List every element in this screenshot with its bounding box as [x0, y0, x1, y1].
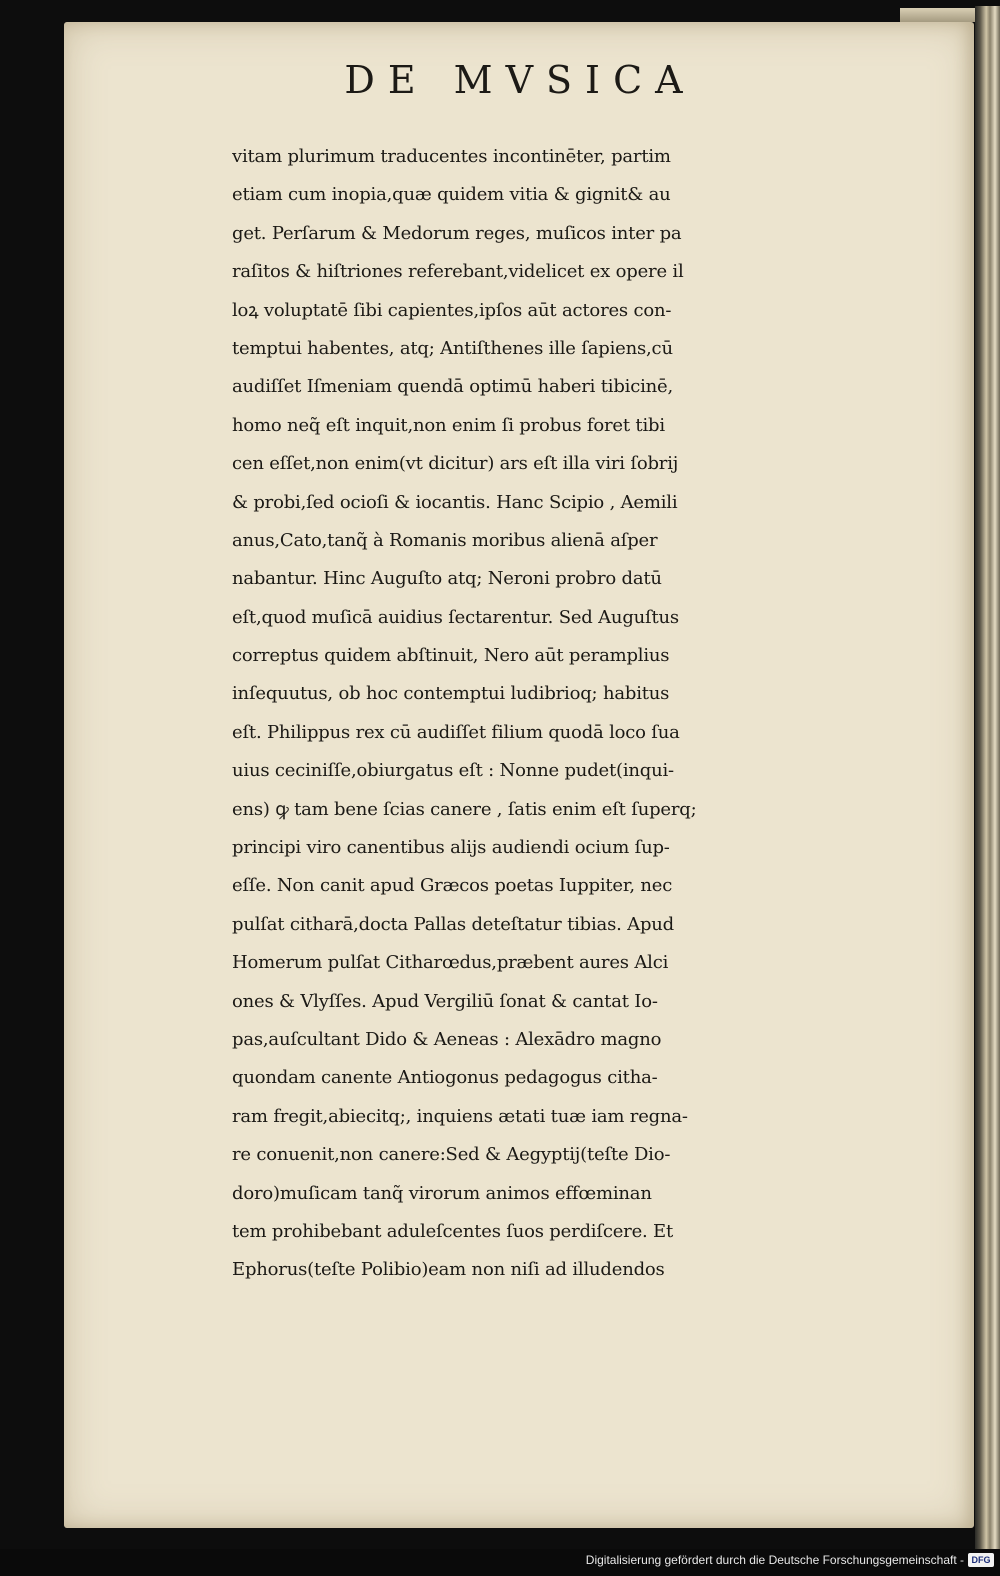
text-line: audiſſet Iſmeniam quendā optimū haberi tibicinē,: [232, 376, 674, 398]
text-line: raſitos & hiſtriones referebant,videlicet ex opere il: [232, 261, 684, 283]
text-line: anus,Cato,tanq̃ à Romanis moribus alienā aſper: [232, 529, 658, 551]
text-line: tem prohibebant aduleſcentes ſuos perdiſcere. Et: [232, 1220, 674, 1242]
text-line: re conuenit,non canere:Sed & Aegyptij(teſte Dio-: [232, 1144, 671, 1166]
running-head: DE MVSICA: [344, 58, 696, 102]
text-line: eſt,quod muſicā auidius ſectarentur. Sed Auguſtus: [232, 606, 679, 628]
text-line: loꝝ voluptatē ſibi capientes,ipſos aūt actores con-: [232, 299, 672, 321]
text-line: vitam plurimum traducentes incontinēter, partim: [232, 146, 671, 167]
page-edges: [975, 6, 1000, 1552]
text-line: get. Perſarum & Medorum reges, muſicos inter pa: [232, 222, 682, 244]
text-line: quondam canente Antiogonus pedagogus citha-: [232, 1067, 658, 1089]
text-line: ens) ꝙ tam bene ſcias canere , ſatis enim eſt ſuperq;: [232, 798, 697, 820]
text-line: pas,auſcultant Dido & Aeneas : Alexādro magno: [232, 1028, 662, 1050]
text-line: nabantur. Hinc Auguſto atq; Neroni probro datū: [232, 568, 662, 590]
digitization-credit: Digitalisierung gefördert durch die Deutsche Forschungsgemeinschaft -: [585, 1553, 964, 1567]
text-line: ones & Vlyſſes. Apud Vergiliū ſonat & cantat Io-: [232, 990, 658, 1012]
text-line: inſequutus, ob hoc contemptui ludibrioq; habitus: [232, 683, 670, 705]
text-line: eſt. Philippus rex cū audiſſet filium quodā loco ſua: [232, 721, 680, 743]
text-line: etiam cum inopia,quæ quidem vitia & gignit& au: [232, 184, 671, 206]
text-line: doro)muſicam tanq̃ virorum animos effœminan: [232, 1182, 652, 1204]
text-line: Ephorus(teſte Polibio)eam non niſi ad illudendos: [232, 1259, 665, 1281]
text-line: uius ceciniſſe,obiurgatus eſt : Nonne pudet(inqui-: [232, 760, 674, 782]
text-line: eſſe. Non canit apud Græcos poetas Iuppiter, nec: [232, 875, 673, 897]
text-line: homo neq̃ eſt inquit,non enim ſi probus foret tibi: [232, 414, 665, 436]
text-line: correptus quidem abſtinuit, Nero aūt peramplius: [232, 645, 670, 667]
dfg-logo: DFG: [968, 1553, 994, 1567]
text-line: Homerum pulſat Citharœdus,præbent aures Alci: [232, 952, 669, 974]
text-line: pulſat citharā,docta Pallas deteſtatur tibias. Apud: [232, 913, 674, 935]
text-line: & probi,ſed ocioſi & iocantis. Hanc Scipio , Aemili: [232, 491, 678, 513]
text-line: cen eſſet,non enim(vt dicitur) ars eſt illa viri ſobrij: [232, 453, 679, 475]
text-line: principi viro canentibus alijs audiendi ocium ſup-: [232, 837, 670, 859]
text-line: temptui habentes, atq; Antiſthenes ille ſapiens,cū: [232, 337, 673, 359]
body-text: [232, 138, 977, 1290]
text-line: ram fregit,abiecitq;, inquiens ætati tuæ iam regna-: [232, 1105, 688, 1127]
